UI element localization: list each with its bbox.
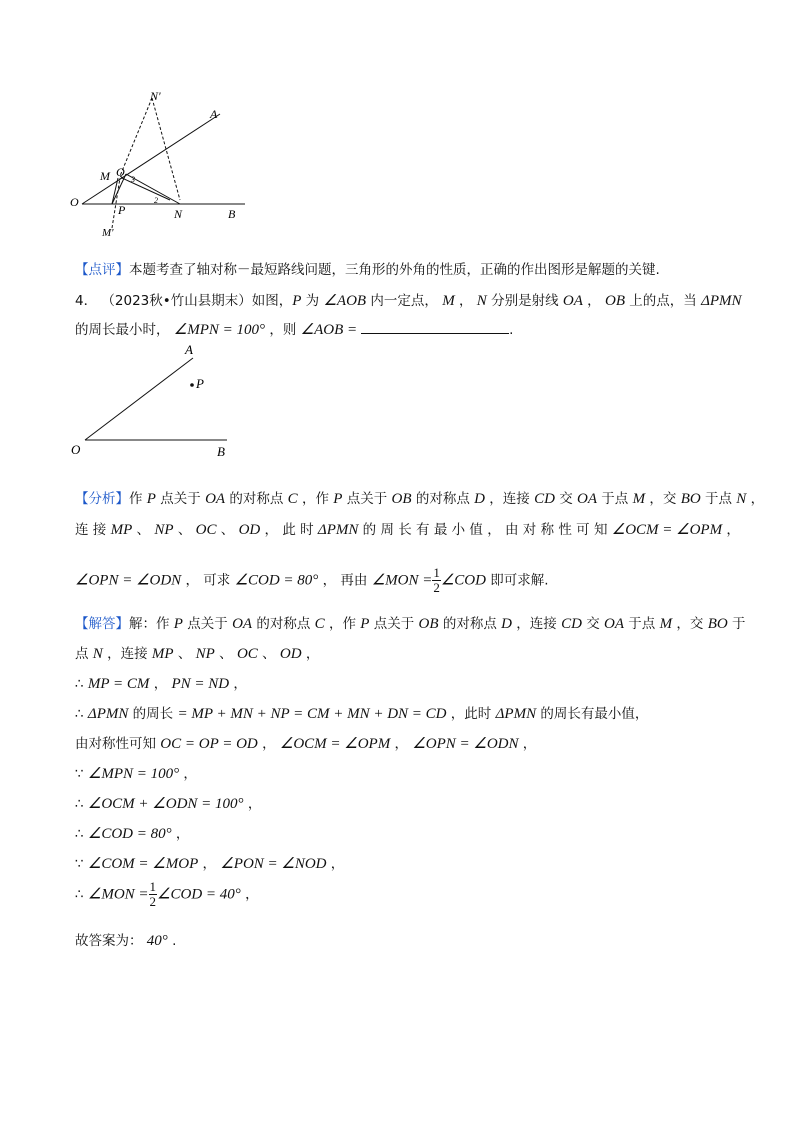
text: ∵ (75, 856, 88, 872)
math: OC (236, 646, 258, 662)
math: ∠MON = (87, 886, 149, 903)
label-angle-3: 3 (131, 175, 135, 184)
text: ， 再由 (318, 572, 372, 589)
solution-line-8 (75, 822, 189, 843)
solution-line-3 (75, 672, 247, 693)
math: CD (561, 616, 582, 632)
math: ∠COD (440, 572, 486, 589)
math-OA: OA (562, 293, 583, 309)
text: 的对称点 (252, 616, 315, 632)
math: P (146, 491, 156, 507)
text: 的周长有最小值， (536, 706, 649, 722)
ray-OA-2 (85, 358, 193, 440)
text: 的对称点 (411, 491, 475, 507)
text: ∴ (75, 886, 88, 903)
math: CD (534, 491, 555, 507)
problem-number: 4． (75, 293, 98, 309)
math-answer: 40° (146, 933, 168, 949)
answer-line (75, 929, 176, 950)
math: D (474, 491, 485, 507)
math: N (736, 491, 747, 507)
text: ∴ (75, 706, 88, 722)
text: 解：作 (129, 616, 174, 632)
math: P (173, 616, 183, 632)
text: 、 (132, 522, 155, 538)
math: ∠COD = 80° (87, 826, 172, 842)
math-triangle-PMN: ΔPMN (701, 293, 742, 309)
math: ∠MON = (371, 572, 433, 589)
math: OD (238, 522, 261, 538)
math-angle-MPN: ∠MPN = 100° (173, 322, 266, 338)
text: ， (390, 736, 413, 752)
math: OC = OP = OD (160, 736, 258, 752)
label-A-2: A (185, 342, 193, 357)
review-tag: 【点评】 (75, 262, 129, 278)
math: OA (232, 616, 253, 632)
text: . (167, 933, 177, 949)
math: ΔPMN (495, 706, 537, 722)
math: NP (195, 646, 215, 662)
math: M (632, 491, 646, 507)
figure-1-diagram (60, 88, 260, 248)
analysis-line-1 (75, 487, 764, 508)
math: MP (110, 522, 133, 538)
math: OC (195, 522, 217, 538)
text: ∴ (75, 796, 88, 812)
math: P (333, 491, 343, 507)
text: ， 此 时 (260, 522, 318, 538)
solution-line-5 (75, 732, 536, 753)
label-B: B (228, 207, 236, 221)
text: ，连接 (484, 491, 535, 507)
math: D (501, 616, 512, 632)
text: 点关于 (155, 491, 206, 507)
text: ， (326, 856, 345, 872)
label-M: M (100, 169, 110, 183)
solution-line-1 (75, 612, 745, 633)
text: ， (722, 522, 740, 538)
problem-line-1 (75, 289, 742, 310)
text: 交 (581, 616, 604, 632)
text: 点关于 (182, 616, 233, 632)
math: ∠PON = ∠NOD (220, 856, 327, 872)
text: ， (582, 293, 605, 309)
analysis-line-2 (75, 518, 740, 539)
text: 点关于 (369, 616, 419, 632)
analysis-tag: 【分析】 (75, 491, 129, 507)
solution-tag: 【解答】 (75, 616, 129, 632)
fraction-denominator: 2 (433, 580, 440, 595)
label-P-2: P (196, 376, 204, 391)
text: 点 (75, 646, 93, 662)
text: 为 (301, 293, 324, 309)
text: 的对称点 (438, 616, 502, 632)
text: 由对称性可知 (75, 736, 161, 752)
text: 即可求解. (485, 572, 549, 589)
solution-line-10 (75, 880, 259, 909)
text: 的 周 长 有 最 小 值 ， 由 对 称 性 可 知 (358, 522, 612, 538)
math: NP (154, 522, 174, 538)
text: ， (518, 736, 537, 752)
text: ， (179, 766, 197, 782)
math: BO (707, 616, 728, 632)
text: ， (149, 676, 172, 692)
math: C (314, 616, 325, 632)
problem-source: （2023秋•竹山县期末）如图， (101, 293, 293, 309)
math: MP (151, 646, 174, 662)
math-OB: OB (604, 293, 625, 309)
text: 、 (173, 646, 196, 662)
review-text: 本题考查了轴对称－最短路线问题，三角形的外角的性质，正确的作出图形是解题的关键. (129, 262, 660, 278)
segment-NprimeQ (120, 98, 152, 176)
text: 故答案为： (75, 933, 147, 949)
text: 的周长最小时， (75, 322, 174, 338)
text: ∴ (75, 826, 88, 842)
text: ， (229, 676, 247, 692)
math: ∠OPN = ∠ODN (75, 572, 182, 589)
fraction-numerator: 1 (149, 879, 157, 894)
math: C (287, 491, 298, 507)
text: 分别是射线 (486, 293, 563, 309)
segment-NprimeN (152, 98, 180, 200)
math-M: M (442, 293, 455, 309)
text: ， (454, 293, 477, 309)
solution-line-9 (75, 852, 344, 873)
review-paragraph (75, 258, 660, 278)
math: ΔPMN (87, 706, 129, 722)
math: OA (205, 491, 226, 507)
text: 作 (129, 491, 147, 507)
math-P: P (292, 293, 302, 309)
point-P (190, 383, 194, 387)
label-M-prime: M' (102, 227, 114, 239)
fraction-one-half (432, 566, 441, 595)
label-N: N (174, 207, 183, 221)
math-angle-AOB-eq: ∠AOB = (300, 322, 358, 338)
solution-line-4 (75, 702, 648, 723)
math: ∠COD = 80° (234, 572, 319, 589)
problem-line-2 (75, 318, 513, 339)
analysis-line-3 (75, 566, 549, 595)
text: ，作 (324, 616, 361, 632)
text: 、 (173, 522, 196, 538)
text: 于点 (597, 491, 633, 507)
solution-line-6 (75, 762, 197, 783)
math: OD (279, 646, 302, 662)
math: ∠OPN = ∠ODN (412, 736, 519, 752)
text: ，作 (297, 491, 334, 507)
math: ∠OCM + ∠ODN = 100° (87, 796, 244, 812)
text: ， (257, 736, 280, 752)
math: OB (418, 616, 439, 632)
ray-OA (82, 114, 220, 204)
solution-line-2 (75, 642, 319, 663)
math-angle-AOB: ∠AOB (323, 293, 367, 309)
answer-blank (361, 319, 509, 334)
text: 内一定点， (366, 293, 443, 309)
math: ΔPMN (317, 522, 359, 538)
math: PN = ND (171, 676, 230, 692)
math: OB (391, 491, 412, 507)
math: M (659, 616, 673, 632)
text: 、 (257, 646, 280, 662)
segment-inner (122, 178, 170, 200)
math: OA (604, 616, 624, 632)
text: 的对称点 (225, 491, 288, 507)
label-Q: Q (116, 165, 125, 179)
text: 、 (216, 522, 239, 538)
text: 的周长 (128, 706, 178, 722)
text: ∴ (75, 676, 88, 692)
label-N-prime: N' (150, 89, 161, 103)
math: MP = CM (87, 676, 150, 692)
text: 上的点，当 (624, 293, 702, 309)
fraction-one-half-2 (149, 880, 158, 909)
text: . (509, 322, 514, 338)
text: ∵ (75, 766, 88, 782)
fraction-denominator: 2 (149, 894, 157, 909)
text: 连 接 (75, 522, 111, 538)
text: 、 (214, 646, 237, 662)
math: = MP + MN + NP = CM + MN + DN = CD (177, 706, 447, 722)
text: ， 可求 (181, 572, 235, 589)
math-N: N (476, 293, 487, 309)
fraction-numerator: 1 (433, 565, 440, 580)
text: ，交 (645, 491, 681, 507)
text: ，交 (672, 616, 708, 632)
text: ， (243, 796, 262, 812)
text: ， (198, 856, 221, 872)
text: 交 (554, 491, 577, 507)
label-B-2: B (217, 444, 225, 459)
text: 点关于 (342, 491, 392, 507)
text: ， (171, 826, 190, 842)
math: P (360, 616, 370, 632)
label-O: O (70, 195, 79, 209)
math: ∠COD = 40° (157, 886, 241, 903)
text: ， (301, 646, 320, 662)
math: ∠OCM = ∠OPM (611, 522, 723, 538)
text: ，此时 (446, 706, 496, 722)
label-angle-2: 2 (154, 196, 158, 205)
text: ，连接 (102, 646, 152, 662)
math: N (92, 646, 103, 662)
math: ∠COM = ∠MOP (87, 856, 199, 872)
text: ， (746, 491, 765, 507)
label-O-2: O (71, 442, 81, 457)
text: ，则 (265, 322, 301, 338)
math: OA (577, 491, 597, 507)
text: 于点 (700, 491, 737, 507)
math: ∠OCM = ∠OPM (279, 736, 391, 752)
text: 于点 (624, 616, 660, 632)
text: ，连接 (511, 616, 562, 632)
figure-2-diagram (65, 338, 245, 466)
math: BO (680, 491, 701, 507)
math: ∠MPN = 100° (87, 766, 180, 782)
label-A: A (210, 107, 218, 121)
text: 于 (727, 616, 746, 632)
label-P: P (118, 203, 126, 217)
solution-line-7 (75, 792, 261, 813)
text: ， (240, 886, 259, 903)
